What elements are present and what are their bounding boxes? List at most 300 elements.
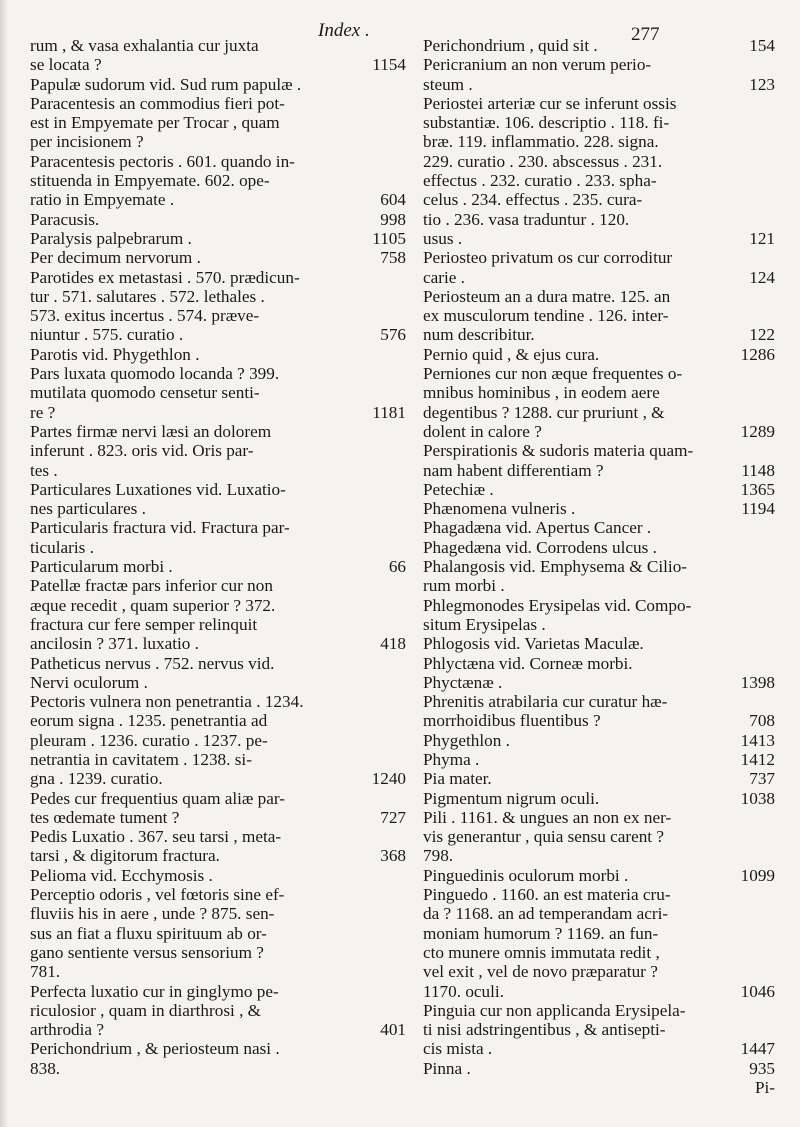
index-page-ref bbox=[398, 75, 406, 94]
index-entry-text: cto munere omnis immutata redit , bbox=[423, 942, 660, 962]
index-page-ref bbox=[398, 518, 406, 537]
index-entry-text: situm Erysipelas . bbox=[423, 614, 546, 634]
index-entry-text: Parotides ex metastasi . 570. prædicun- bbox=[30, 267, 300, 287]
index-entry-text: re ? bbox=[30, 402, 56, 422]
index-entry-text: per incisionem ? bbox=[30, 132, 144, 152]
index-line bbox=[30, 113, 406, 132]
index-entry-text: 838. bbox=[30, 1058, 61, 1078]
index-page-ref: 122 bbox=[749, 325, 775, 345]
index-line bbox=[30, 808, 406, 827]
index-page-ref bbox=[767, 538, 775, 557]
index-entry-text: Perichondrium , quid sit . bbox=[423, 36, 598, 55]
index-page-ref: 1038 bbox=[740, 788, 775, 808]
index-page-ref bbox=[398, 538, 406, 557]
index-line bbox=[423, 306, 775, 325]
index-line bbox=[30, 75, 406, 94]
index-line bbox=[423, 962, 775, 981]
index-line bbox=[30, 557, 406, 576]
index-entry-text: ancilosin ? 371. luxatio . bbox=[30, 634, 199, 654]
index-page-ref: 401 bbox=[380, 1020, 406, 1040]
index-line bbox=[423, 518, 775, 537]
index-entry-text: Periosteum an a dura matre. 125. an bbox=[423, 286, 671, 306]
index-line bbox=[423, 1001, 775, 1020]
index-entry-text: fluviis his in aere , unde ? 875. sen- bbox=[30, 904, 275, 924]
index-page-ref bbox=[767, 403, 775, 422]
index-page-ref bbox=[398, 422, 406, 441]
index-entry-text: Phlegmonodes Erysipelas vid. Compo- bbox=[423, 595, 692, 615]
index-line bbox=[423, 383, 775, 402]
index-entry-text: dolent in calore ? bbox=[423, 421, 542, 441]
index-entry-text: Phænomena vulneris . bbox=[423, 499, 576, 519]
index-line bbox=[423, 654, 775, 673]
index-page-ref bbox=[767, 383, 775, 402]
index-page-ref: 1286 bbox=[740, 344, 775, 364]
index-page-ref bbox=[398, 943, 406, 962]
index-line bbox=[423, 190, 775, 209]
index-line bbox=[30, 538, 406, 557]
index-line bbox=[30, 711, 406, 730]
index-line bbox=[423, 461, 775, 480]
index-line bbox=[30, 769, 406, 788]
index-line bbox=[30, 210, 406, 229]
index-line bbox=[30, 731, 406, 750]
index-entry-text: moniam humorum ? 1169. an fun- bbox=[423, 923, 659, 943]
index-entry-text: ex musculorum tendine . 126. inter- bbox=[423, 306, 669, 326]
index-line bbox=[423, 731, 775, 750]
index-line bbox=[30, 55, 406, 74]
index-entry-text: Periosteo privatum os cur corroditur bbox=[423, 248, 673, 268]
index-entry-text: Papulæ sudorum vid. Sud rum papulæ . bbox=[30, 74, 302, 94]
index-line bbox=[30, 268, 406, 287]
index-page-ref bbox=[767, 152, 775, 171]
index-line bbox=[423, 422, 775, 441]
index-page-ref bbox=[398, 345, 406, 364]
index-entry-text: Per decimum nervorum . bbox=[30, 248, 201, 268]
index-page-ref bbox=[767, 171, 775, 190]
index-entry-text: æque recedit , quam superior ? 372. bbox=[30, 595, 276, 615]
index-line bbox=[423, 1020, 775, 1039]
index-page-ref: 1046 bbox=[740, 981, 775, 1001]
index-page-ref bbox=[398, 711, 406, 730]
index-page-ref: 1194 bbox=[741, 499, 775, 519]
index-page-ref bbox=[398, 731, 406, 750]
index-page-ref bbox=[398, 441, 406, 460]
index-entry-text: ti nisi adstringentibus , & antisepti- bbox=[423, 1020, 666, 1040]
index-page-ref bbox=[767, 364, 775, 383]
index-line bbox=[423, 846, 775, 865]
index-entry-text: eorum signa . 1235. penetrantia ad bbox=[30, 711, 268, 731]
index-page-ref bbox=[767, 692, 775, 711]
index-entry-text: rum morbi . bbox=[423, 576, 505, 596]
index-entry-text: Particulares Luxationes vid. Luxatio- bbox=[30, 479, 286, 499]
index-page-ref bbox=[767, 576, 775, 595]
index-line bbox=[30, 1001, 406, 1020]
index-page-ref bbox=[767, 615, 775, 634]
index-page-ref: 758 bbox=[380, 248, 406, 268]
index-entry-text: celus . 234. effectus . 235. cura- bbox=[423, 190, 643, 210]
index-page-ref bbox=[398, 499, 406, 518]
index-page-ref: 1398 bbox=[740, 672, 775, 692]
index-line bbox=[423, 808, 775, 827]
index-page-ref bbox=[398, 750, 406, 769]
index-line bbox=[423, 345, 775, 364]
index-line bbox=[423, 557, 775, 576]
index-page-ref: 418 bbox=[380, 634, 406, 654]
index-entry-text: carie . bbox=[423, 267, 465, 287]
index-line bbox=[423, 789, 775, 808]
index-line bbox=[423, 113, 775, 132]
index-page-ref: 1365 bbox=[740, 479, 775, 499]
index-entry-text: 781. bbox=[30, 962, 61, 982]
index-line bbox=[30, 364, 406, 383]
index-line bbox=[423, 538, 775, 557]
index-entry-text: Patheticus nervus . 752. nervus vid. bbox=[30, 653, 275, 673]
index-entry-text: gna . 1239. curatio. bbox=[30, 769, 163, 789]
index-line bbox=[30, 904, 406, 923]
index-entry-text: morrhoidibus fluentibus ? bbox=[423, 711, 601, 731]
index-entry-text: se locata ? bbox=[30, 55, 102, 75]
index-entry-text: arthrodia ? bbox=[30, 1020, 104, 1040]
index-page-ref: 1148 bbox=[741, 460, 775, 480]
index-line bbox=[423, 924, 775, 943]
index-line bbox=[30, 132, 406, 151]
index-page-ref: 576 bbox=[380, 325, 406, 345]
page-spine-shadow bbox=[0, 0, 8, 1127]
index-entry-text: Parotis vid. Phygethlon . bbox=[30, 344, 200, 364]
index-line bbox=[423, 885, 775, 904]
index-entry-text: steum . bbox=[423, 74, 473, 94]
index-page-ref: 123 bbox=[749, 74, 775, 94]
index-page-ref bbox=[398, 383, 406, 402]
index-line bbox=[30, 229, 406, 248]
index-line bbox=[423, 982, 775, 1001]
index-entry-text: fractura cur fere semper relinquit bbox=[30, 614, 258, 634]
index-entry-text: Partes firmæ nervi læsi an dolorem bbox=[30, 421, 272, 441]
index-line bbox=[30, 615, 406, 634]
running-head: Index . bbox=[318, 20, 370, 41]
index-page-ref bbox=[398, 596, 406, 615]
index-line bbox=[30, 383, 406, 402]
index-entry-text: Pectoris vulnera non penetrantia . 1234. bbox=[30, 692, 304, 712]
index-line bbox=[30, 461, 406, 480]
index-line bbox=[423, 596, 775, 615]
index-entry-text: Perceptio odoris , vel fœtoris sine ef- bbox=[30, 885, 285, 905]
index-line bbox=[30, 576, 406, 595]
index-entry-text: Phagedæna vid. Corrodens ulcus . bbox=[423, 537, 657, 557]
index-line bbox=[30, 36, 406, 55]
index-entry-text: Phalangosis vid. Emphysema & Cilio- bbox=[423, 557, 688, 577]
index-page-ref bbox=[398, 152, 406, 171]
index-entry-text: Paralysis palpebrarum . bbox=[30, 228, 192, 248]
index-line bbox=[30, 673, 406, 692]
index-entry-text: Petechiæ . bbox=[423, 479, 494, 499]
index-entry-text: Patellæ fractæ pars inferior cur non bbox=[30, 576, 273, 596]
index-entry-text: Perfecta luxatio cur in ginglymo pe- bbox=[30, 981, 279, 1001]
index-line bbox=[423, 268, 775, 287]
index-entry-text: tarsi , & digitorum fractura. bbox=[30, 846, 220, 866]
index-page-ref bbox=[767, 518, 775, 537]
index-line bbox=[30, 480, 406, 499]
index-entry-text: Periostei arteriæ cur se inferunt ossis bbox=[423, 93, 677, 113]
index-page-ref: 935 bbox=[749, 1058, 775, 1078]
index-line bbox=[423, 94, 775, 113]
index-entry-text: 1170. oculi. bbox=[423, 981, 504, 1001]
index-line bbox=[30, 943, 406, 962]
index-entry-text: tio . 236. vasa traduntur . 120. bbox=[423, 209, 630, 229]
index-entry-text: gano sentiente versus sensorium ? bbox=[30, 942, 264, 962]
index-page-ref bbox=[398, 1039, 406, 1058]
index-line bbox=[423, 248, 775, 267]
index-page-ref: Pi- bbox=[754, 1078, 775, 1098]
index-line bbox=[423, 210, 775, 229]
index-page-ref: 124 bbox=[749, 267, 775, 287]
index-entry-text: 798. bbox=[423, 846, 454, 866]
index-page-ref bbox=[767, 248, 775, 267]
index-entry-text: 573. exitus incertus . 574. præve- bbox=[30, 306, 260, 326]
index-page-ref: 1154 bbox=[372, 55, 406, 75]
index-entry-text: 229. curatio . 230. abscessus . 231. bbox=[423, 151, 663, 171]
index-entry-text: Paracentesis an commodius fieri pot- bbox=[30, 93, 285, 113]
index-page-ref bbox=[398, 673, 406, 692]
index-line bbox=[423, 866, 775, 885]
index-page-ref: 368 bbox=[380, 846, 406, 866]
index-page-ref bbox=[767, 306, 775, 325]
index-line bbox=[423, 750, 775, 769]
index-entry-text: Perichondrium , & periosteum nasi . bbox=[30, 1039, 280, 1059]
index-line bbox=[423, 692, 775, 711]
index-entry-text: Pelioma vid. Ecchymosis . bbox=[30, 865, 213, 885]
index-line bbox=[30, 750, 406, 769]
index-entry-text: mnibus hominibus , in eodem aere bbox=[423, 383, 660, 403]
index-entry-text: riculosior , quam in diarthrosi , & bbox=[30, 1000, 262, 1020]
index-page-ref bbox=[398, 924, 406, 943]
index-page-ref bbox=[398, 1001, 406, 1020]
index-page-ref bbox=[398, 268, 406, 287]
index-entry-text: nes particulares . bbox=[30, 499, 146, 519]
index-entry-text: vis generantur , quia sensu carent ? bbox=[423, 827, 665, 847]
index-page-ref bbox=[767, 943, 775, 962]
index-entry-text: effectus . 232. curatio . 233. spha- bbox=[423, 171, 657, 191]
index-page-ref bbox=[398, 480, 406, 499]
index-page-ref bbox=[398, 982, 406, 1001]
index-entry-text: da ? 1168. an ad temperandam acri- bbox=[423, 904, 669, 924]
index-line bbox=[30, 634, 406, 653]
index-line bbox=[423, 364, 775, 383]
index-page-ref bbox=[398, 576, 406, 595]
index-line bbox=[30, 287, 406, 306]
index-page-ref bbox=[398, 36, 406, 55]
index-page-ref bbox=[398, 364, 406, 383]
index-entry-text: rum , & vasa exhalantia cur juxta bbox=[30, 36, 259, 55]
index-page-ref bbox=[398, 461, 406, 480]
index-line bbox=[423, 36, 775, 55]
index-page-ref bbox=[398, 287, 406, 306]
index-line bbox=[30, 190, 406, 209]
index-page-ref bbox=[398, 692, 406, 711]
index-line bbox=[30, 924, 406, 943]
index-page-ref: 1289 bbox=[740, 421, 775, 441]
index-entry-text: Paracusis. bbox=[30, 209, 100, 229]
index-page-ref bbox=[398, 113, 406, 132]
index-page-ref bbox=[398, 789, 406, 808]
index-entry-text: netrantia in cavitatem . 1238. si- bbox=[30, 749, 252, 769]
index-page-ref: 154 bbox=[749, 36, 775, 55]
index-line bbox=[423, 615, 775, 634]
index-line bbox=[30, 171, 406, 190]
index-entry-text: Phyma . bbox=[423, 749, 480, 769]
index-page-ref: 737 bbox=[749, 769, 775, 789]
index-entry-text: Pedis Luxatio . 367. seu tarsi , meta- bbox=[30, 827, 282, 847]
index-entry-text: Pinguia cur non applicanda Erysipela- bbox=[423, 1000, 686, 1020]
index-line bbox=[30, 1059, 406, 1078]
index-page-ref bbox=[398, 171, 406, 190]
index-page-ref bbox=[767, 287, 775, 306]
index-entry-text: Perspirationis & sudoris materia quam- bbox=[423, 441, 694, 461]
index-entry-text: stituenda in Empyemate. 602. ope- bbox=[30, 171, 270, 191]
right-column bbox=[423, 36, 775, 1097]
index-line bbox=[30, 248, 406, 267]
index-page-ref bbox=[398, 962, 406, 981]
index-page-ref: 121 bbox=[749, 228, 775, 248]
index-entry-text: Paracentesis pectoris . 601. quando in- bbox=[30, 151, 295, 171]
index-page-ref bbox=[767, 846, 775, 865]
index-entry-text: vel exit , vel de novo præparatur ? bbox=[423, 962, 658, 982]
index-line bbox=[423, 769, 775, 788]
index-page-ref bbox=[767, 904, 775, 923]
index-entry-text: nam habent differentiam ? bbox=[423, 460, 604, 480]
index-page-ref bbox=[767, 808, 775, 827]
index-page-ref bbox=[767, 596, 775, 615]
index-page-ref: 1099 bbox=[740, 865, 775, 885]
index-entry-text: Phyctænæ . bbox=[423, 672, 503, 692]
index-line bbox=[30, 596, 406, 615]
index-line bbox=[423, 441, 775, 460]
index-line bbox=[423, 229, 775, 248]
index-page-ref bbox=[767, 557, 775, 576]
index-line bbox=[423, 904, 775, 923]
index-page-ref bbox=[767, 885, 775, 904]
index-page-ref bbox=[767, 1001, 775, 1020]
index-line bbox=[423, 403, 775, 422]
index-line bbox=[423, 325, 775, 344]
index-line bbox=[30, 422, 406, 441]
index-entry-text: cis mista . bbox=[423, 1039, 493, 1059]
index-page-ref bbox=[398, 827, 406, 846]
index-line bbox=[30, 518, 406, 537]
index-line bbox=[30, 1039, 406, 1058]
index-page-ref bbox=[767, 634, 775, 653]
index-entry-text: Perniones cur non æque frequentes o- bbox=[423, 364, 683, 384]
index-line bbox=[30, 692, 406, 711]
index-line bbox=[30, 866, 406, 885]
index-line bbox=[423, 152, 775, 171]
index-page-ref bbox=[398, 132, 406, 151]
index-entry-text: Pericranium an non verum perio- bbox=[423, 55, 652, 75]
index-line bbox=[30, 403, 406, 422]
index-entry-text: Pinguedo . 1160. an est materia cru- bbox=[423, 885, 671, 905]
index-line bbox=[423, 1059, 775, 1078]
index-line bbox=[30, 306, 406, 325]
index-page-ref: 727 bbox=[380, 807, 406, 827]
index-page-ref bbox=[767, 210, 775, 229]
index-page-ref: 1240 bbox=[371, 769, 406, 789]
index-line bbox=[30, 654, 406, 673]
index-entry-text: Phagadæna vid. Apertus Cancer . bbox=[423, 518, 652, 538]
index-entry-text: usus . bbox=[423, 228, 463, 248]
index-entry-text: Phlogosis vid. Varietas Maculæ. bbox=[423, 634, 644, 654]
index-page-ref: 708 bbox=[749, 711, 775, 731]
index-page-ref: 1447 bbox=[740, 1039, 775, 1059]
index-line bbox=[423, 827, 775, 846]
index-entry-text: substantiæ. 106. descriptio . 118. fi- bbox=[423, 113, 670, 133]
index-entry-text: inferunt . 823. oris vid. Oris par- bbox=[30, 441, 254, 461]
index-page-ref: 998 bbox=[380, 209, 406, 229]
index-line bbox=[30, 962, 406, 981]
index-line bbox=[30, 345, 406, 364]
index-line bbox=[423, 75, 775, 94]
index-page-ref bbox=[767, 94, 775, 113]
index-entry-text: Phlyctæna vid. Corneæ morbi. bbox=[423, 653, 633, 673]
index-page-ref bbox=[398, 866, 406, 885]
index-entry-text: Pars luxata quomodo locanda ? 399. bbox=[30, 364, 280, 384]
index-line bbox=[423, 634, 775, 653]
index-entry-text: Phygethlon . bbox=[423, 730, 510, 750]
index-line bbox=[30, 152, 406, 171]
index-line bbox=[423, 171, 775, 190]
index-entry-text: Pinna . bbox=[423, 1058, 471, 1078]
index-page-ref bbox=[767, 113, 775, 132]
index-entry-text: tes . bbox=[30, 460, 58, 480]
index-entry-text: tur . 571. salutares . 572. lethales . bbox=[30, 286, 265, 306]
index-entry-text: sus an fiat a fluxu spirituum ab or- bbox=[30, 923, 267, 943]
index-page-ref bbox=[398, 615, 406, 634]
index-line bbox=[30, 827, 406, 846]
index-line bbox=[423, 499, 775, 518]
index-entry-text: Pili . 1161. & ungues an non ex ner- bbox=[423, 807, 672, 827]
index-page-ref: 1413 bbox=[740, 730, 775, 750]
index-page-ref bbox=[767, 924, 775, 943]
index-line bbox=[30, 94, 406, 113]
index-page-ref bbox=[398, 885, 406, 904]
index-page-ref bbox=[767, 962, 775, 981]
index-page-ref bbox=[767, 132, 775, 151]
page-number: 277 bbox=[631, 24, 660, 45]
index-entry-text: pleuram . 1236. curatio . 1237. pe- bbox=[30, 730, 268, 750]
index-entry-text: est in Empyemate per Trocar , quam bbox=[30, 113, 280, 133]
left-column bbox=[30, 36, 406, 1078]
index-entry-text: ratio in Empyemate . bbox=[30, 190, 175, 210]
index-entry-text: mutilata quomodo censetur senti- bbox=[30, 383, 260, 403]
index-line bbox=[30, 789, 406, 808]
index-line bbox=[30, 846, 406, 865]
index-entry-text: bræ. 119. inflammatio. 228. signa. bbox=[423, 132, 659, 152]
index-line bbox=[423, 1078, 775, 1097]
index-page-ref: 1105 bbox=[372, 228, 406, 248]
index-page-ref bbox=[767, 827, 775, 846]
index-line bbox=[30, 499, 406, 518]
index-page-ref bbox=[398, 654, 406, 673]
index-entry-text: tes œdemate tument ? bbox=[30, 807, 180, 827]
index-entry-text: Pigmentum nigrum oculi. bbox=[423, 788, 600, 808]
index-line bbox=[423, 480, 775, 499]
index-page-ref bbox=[767, 190, 775, 209]
index-entry-text: Pinguedinis oculorum morbi . bbox=[423, 865, 629, 885]
index-entry-text: Nervi oculorum . bbox=[30, 672, 148, 692]
index-line bbox=[423, 287, 775, 306]
index-line bbox=[423, 132, 775, 151]
index-entry-text: ticularis . bbox=[30, 537, 94, 557]
index-line bbox=[423, 943, 775, 962]
